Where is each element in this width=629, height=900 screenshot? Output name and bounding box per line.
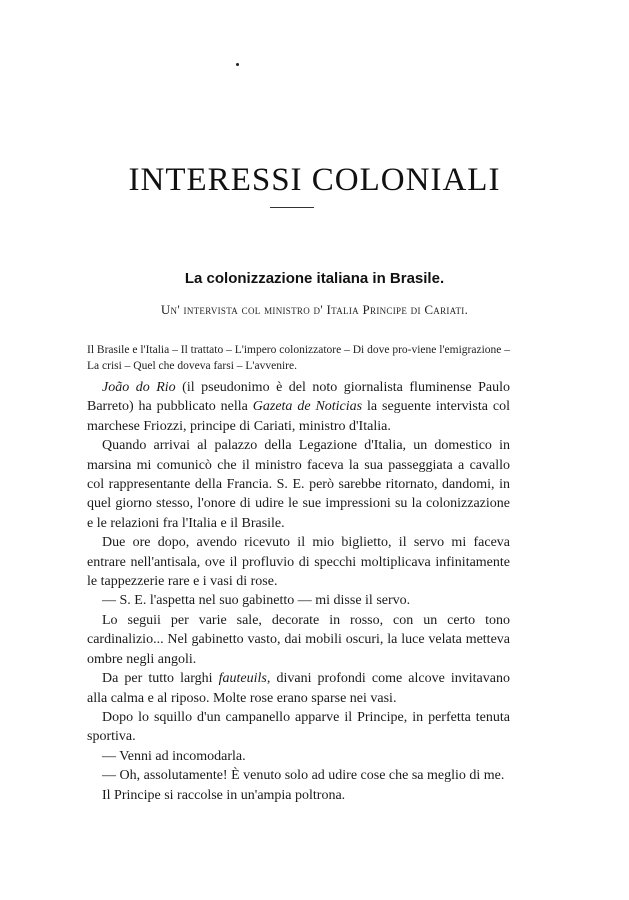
- newspaper-italic: Gazeta de Noticias: [252, 399, 363, 415]
- paragraph: Da per tutto larghi fauteuils, divani profondi come alcove invitavano alla calma e al riposo. Molte rose erano sparse nei vasi.: [87, 671, 510, 706]
- paragraph: Quando arrivai al palazzo della Legazione d'Italia, un domestico in marsina mi comunicò che il ministro faceva la sua passeggiata a cavallo col rappresentante della Francia. S. E. però sarebbe ritornato, dandomi, in quel giorno stesso, l'onore di udire le sue impressioni su la colonizzazione e le relazioni fra l'Italia e il Brasile.: [87, 438, 510, 531]
- paragraph: Dopo lo squillo d'un campanello apparve il Principe, in perfetta tenuta sportiva.: [87, 709, 510, 745]
- page-title: INTERESSI COLONIALI: [128, 162, 501, 198]
- article-summary: Il Brasile e l'Italia – Il trattato – L'impero colonizzatore – Di dove pro-viene l'emigrazione – La crisi – Quel che doveva farsi – L'avvenire.: [87, 344, 510, 372]
- paragraph: Il Principe si raccolse in un'ampia poltrona.: [102, 787, 346, 803]
- paragraph: Due ore dopo, avendo ricevuto il mio biglietto, il servo mi faceva entrare nell'antisala, ove il profluvio di specchi moltiplicava infinitamente le tappezzerie rare e i vasi di rose.: [87, 535, 510, 590]
- paragraph: Lo seguii per varie sale, decorate in rosso, con un certo tono cardinalizio... Nel gabinetto vasto, dai mobili oscuri, la luce velata metteva ombre negli angoli.: [87, 612, 510, 667]
- article-heading: La colonizzazione italiana in Brasile.: [184, 270, 445, 287]
- article-body: [87, 378, 510, 805]
- paragraph: — Oh, assolutamente! È venuto solo ad udire cose che sa meglio di me.: [102, 768, 505, 784]
- pseudonym-italic: João do Rio: [102, 380, 176, 395]
- title-divider: [270, 207, 314, 208]
- ink-dot: [236, 63, 239, 66]
- paragraph: — Venni ad incomodarla.: [102, 748, 246, 764]
- paragraph: João do Rio (il pseudonimo è del noto giornalista fluminense Paulo Barreto) ha pubblicato nella Gazeta de Noticias la seguente intervista col marchese Friozzi, principe di Cariati, ministro d'Italia.: [87, 380, 510, 434]
- article-subheading: Un' intervista col ministro d' Italia Principe di Cariati.: [160, 302, 469, 317]
- fauteuils-italic: fauteuils,: [218, 671, 271, 687]
- paragraph: — S. E. l'aspetta nel suo gabinetto — mi disse il servo.: [102, 593, 411, 609]
